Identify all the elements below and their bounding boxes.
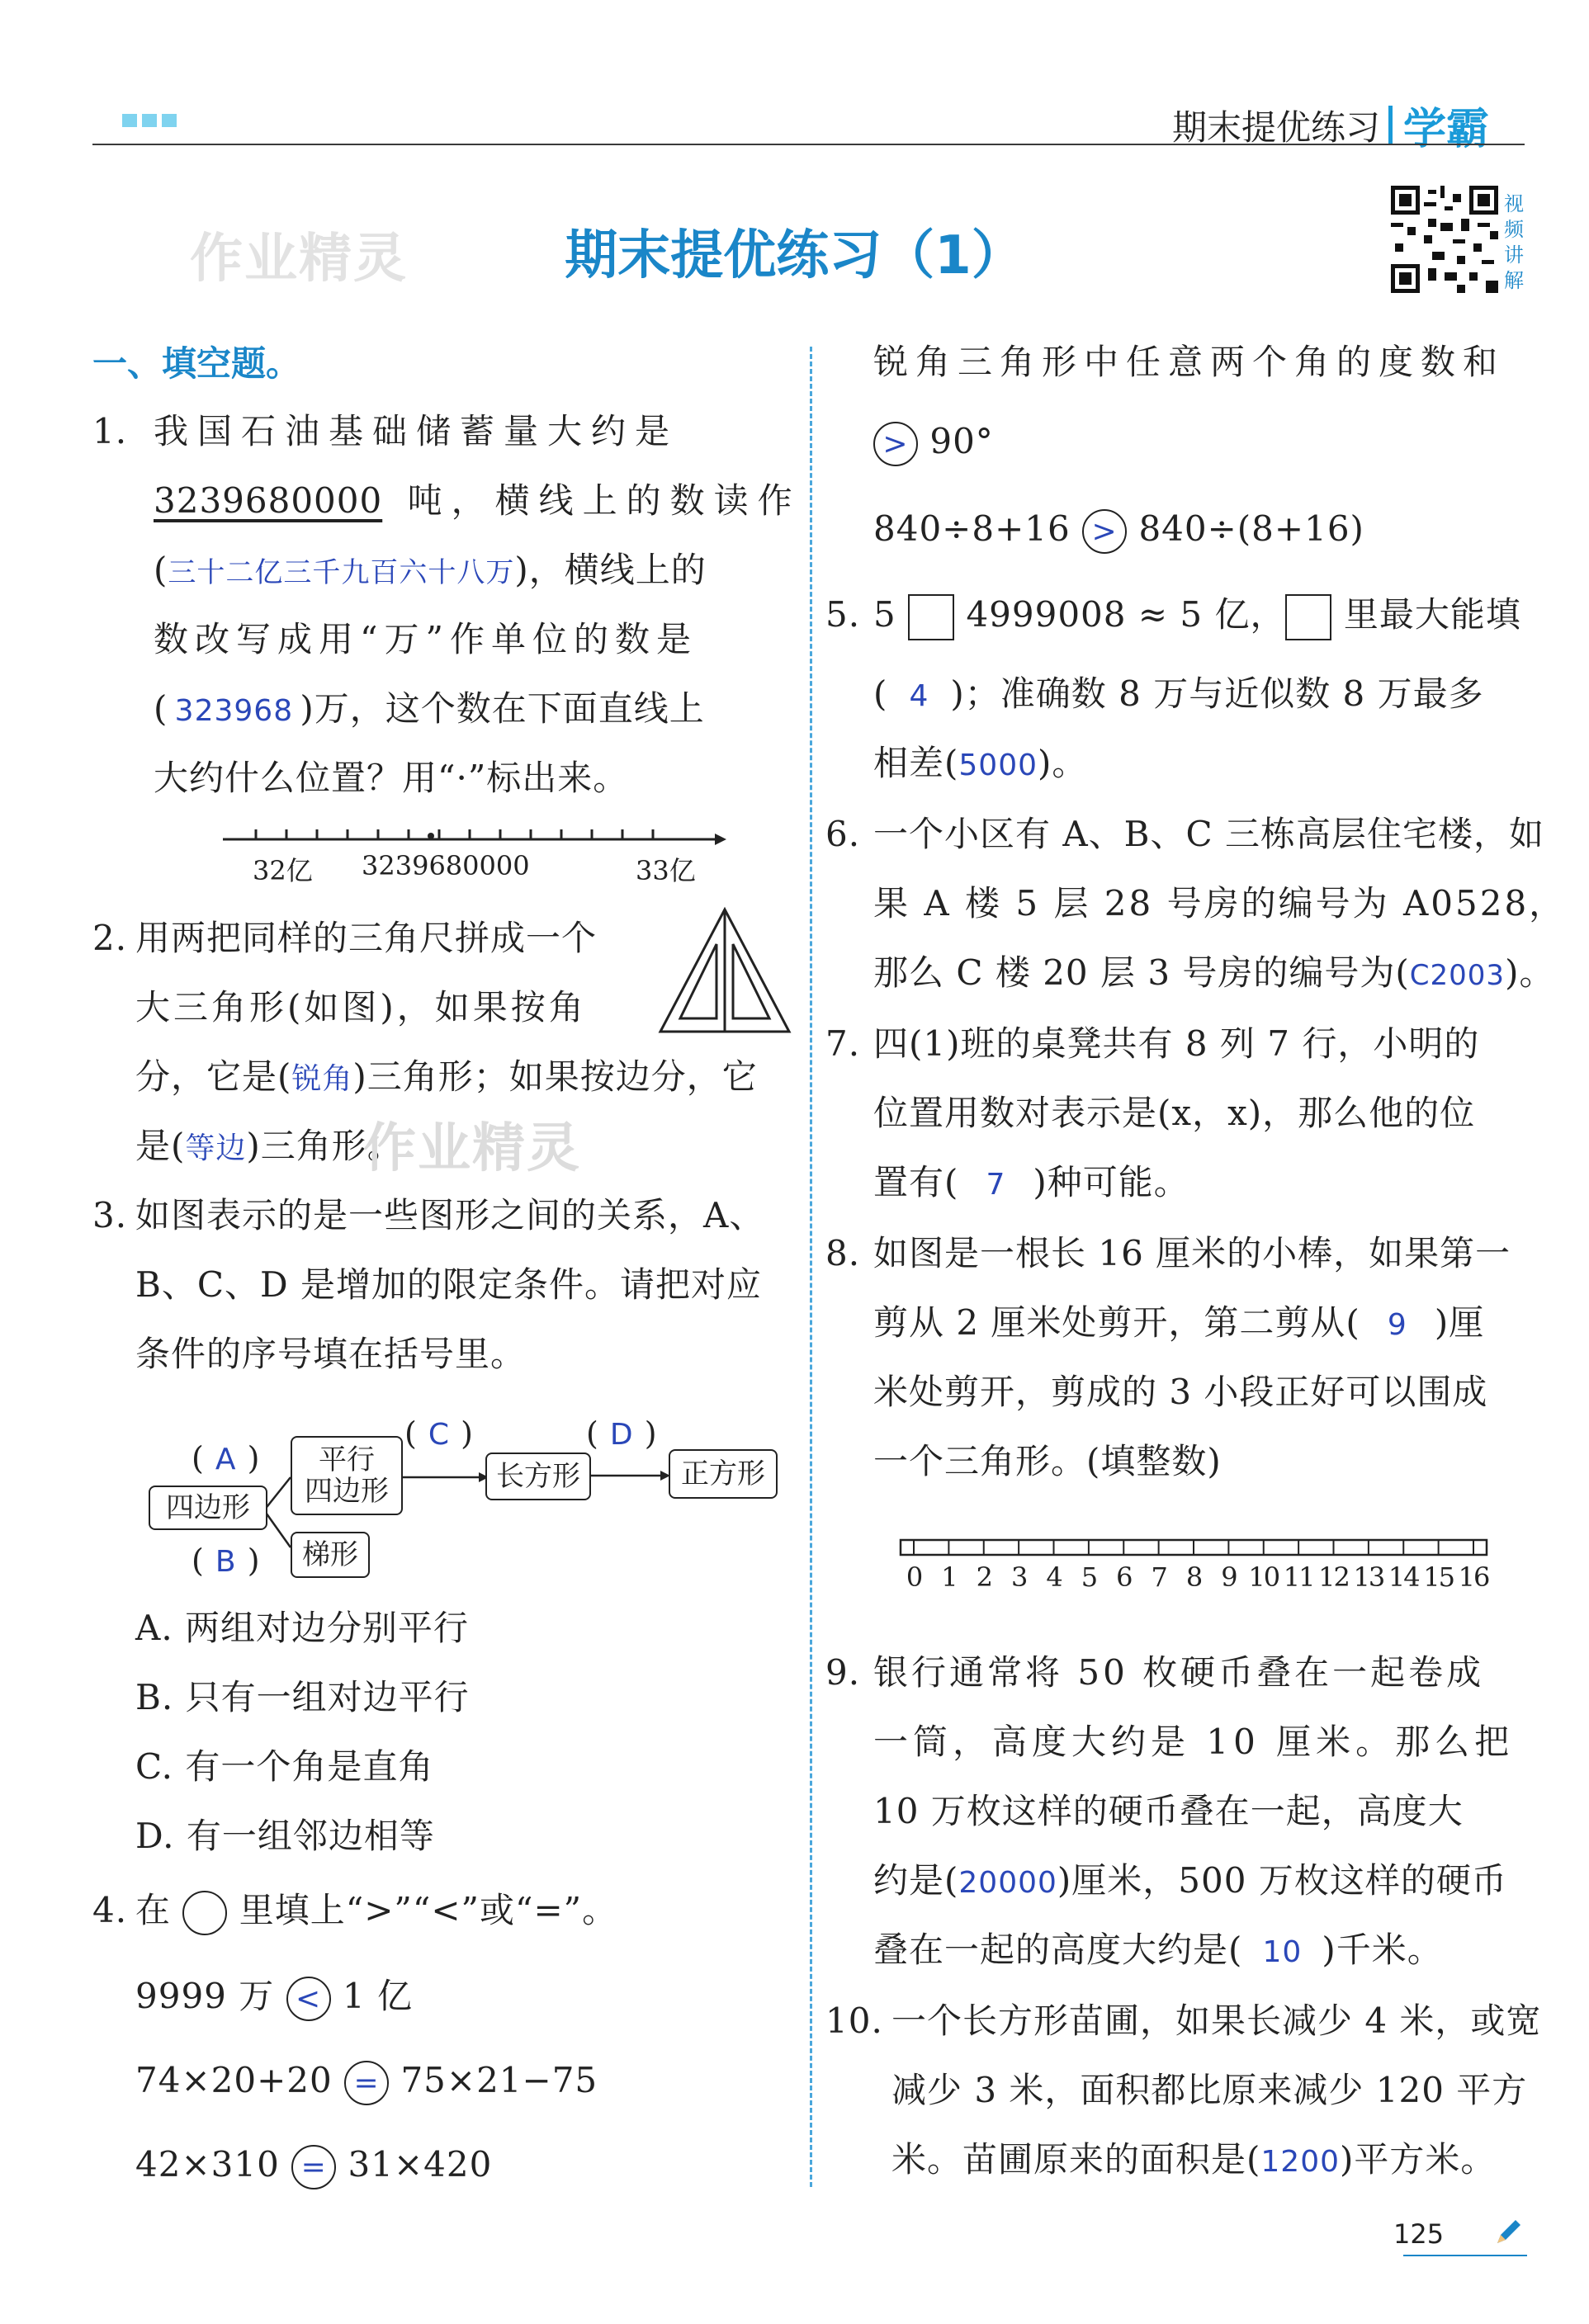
ruler-tick-label: 7 xyxy=(1151,1561,1166,1593)
q3-bracket-D: ( D ) xyxy=(586,1415,658,1452)
page-number: 125 xyxy=(1393,2218,1445,2250)
q3-box-rectangle: 长方形 xyxy=(485,1452,591,1500)
q4-row1-answer: < xyxy=(286,1977,331,2021)
q10-answer-area: 1200 xyxy=(1260,2145,1341,2179)
ruler-tick-label: 6 xyxy=(1116,1561,1132,1593)
header-decor xyxy=(162,114,177,127)
q2-line4: 是(等边)三角形。 xyxy=(135,1126,403,1166)
q5-answer-difference: 5000 xyxy=(958,749,1038,782)
q2-answer-angle: 锐角 xyxy=(291,1062,353,1096)
watermark: 作业精灵 xyxy=(363,1118,581,1179)
q4-row5-answer: > xyxy=(873,422,918,466)
q8-line1: 如图是一根长 16 厘米的小棒，如果第一 xyxy=(873,1233,1511,1273)
q4-row6: 840÷8+16 > 840÷(8+16) xyxy=(873,507,1364,554)
ruler-tick-label: 4 xyxy=(1046,1561,1062,1593)
q1-line4: 数改写成用“万”作单位的数是 xyxy=(154,619,698,659)
q2-line1: 用两把同样的三角尺拼成一个 xyxy=(135,918,598,958)
q10-number: 10. xyxy=(825,2000,883,2041)
q8-line3: 米处剪开，剪成的 3 小段正好可以围成 xyxy=(873,1372,1488,1412)
ruler-tick-label: 16 xyxy=(1458,1561,1489,1593)
ruler-tick-label: 12 xyxy=(1318,1561,1349,1593)
q1-answer-reading: 三十二亿三千九百六十八万 xyxy=(168,556,515,589)
q5-line3: 相差(5000)。 xyxy=(873,743,1088,783)
q2-line3: 分，它是(锐角)三角形；如果按边分，它 xyxy=(135,1056,758,1097)
q3-box-square: 正方形 xyxy=(669,1449,778,1499)
q4-line1: 在 里填上“>”“<”或“=”。 xyxy=(135,1888,617,1935)
ruler-tick-label: 0 xyxy=(906,1561,922,1593)
q5-line2: ( 4 )；准确数 8 万与近似数 8 万最多 xyxy=(873,672,1484,719)
q8-answer-cut: 9 xyxy=(1387,1308,1407,1342)
q5-box-blank xyxy=(1285,594,1331,640)
ruler-tick-label: 13 xyxy=(1353,1561,1384,1593)
q8-line4: 一个三角形。(填整数) xyxy=(873,1441,1222,1481)
q2-number: 2. xyxy=(92,918,128,958)
ruler-tick-label: 3 xyxy=(1010,1561,1027,1593)
ruler-tick-label: 11 xyxy=(1283,1561,1314,1593)
watermark: 作业精灵 xyxy=(190,229,408,290)
q3-answer-C: C xyxy=(428,1418,451,1452)
q6-line2: 果 A 楼 5 层 28 号房的编号为 A0528， xyxy=(873,883,1567,923)
q9-answer-cm: 20000 xyxy=(958,1866,1057,1900)
q5-answer-max-digit: 4 xyxy=(909,679,929,713)
q4-row2: 74×20+20 = 75×21−75 xyxy=(135,2058,598,2105)
column-divider xyxy=(810,347,812,2187)
ruler-tick-label: 2 xyxy=(976,1561,991,1593)
q4-row5: > 90° xyxy=(873,419,994,466)
q1-nl-right-label: 33亿 xyxy=(636,855,696,886)
header-rule xyxy=(92,144,1525,145)
q3-line1: 如图表示的是一些图形之间的关系，A、 xyxy=(135,1195,765,1235)
q2-triangle-rulers-figure xyxy=(657,906,792,1037)
q7-line2: 位置用数对表示是(x，x)，那么他的位 xyxy=(873,1093,1476,1133)
q6-number: 6. xyxy=(825,814,861,854)
q6-line3: 那么 C 楼 20 层 3 号房的编号为(C2003)。 xyxy=(873,952,1555,993)
q3-line3: 条件的序号填在括号里。 xyxy=(135,1334,527,1374)
header-title: 期末提优练习 xyxy=(1172,107,1381,148)
q9-line4: 约是(20000)厘米，500 万枚这样的硬币 xyxy=(873,1860,1507,1901)
q3-option-B: B. 只有一组对边平行 xyxy=(135,1677,470,1717)
section-heading: 一、填空题。 xyxy=(92,343,301,384)
header-brand-logo: 学霸 xyxy=(1403,105,1490,154)
q4-row2-answer: = xyxy=(344,2061,389,2105)
q9-number: 9. xyxy=(825,1652,861,1693)
q9-line2: 一筒，高度大约是 10 厘米。那么把 xyxy=(873,1722,1515,1762)
q3-answer-B: B xyxy=(215,1545,237,1579)
q3-answer-A: A xyxy=(215,1443,237,1476)
page-number-rule xyxy=(1403,2255,1527,2256)
q1-number: 1. xyxy=(92,411,128,451)
q4-row1: 9999 万 < 1 亿 xyxy=(135,1974,413,2021)
q6-line1: 一个小区有 A、B、C 三栋高层住宅楼，如 xyxy=(873,814,1545,854)
q1-line2 xyxy=(154,479,802,523)
q1-number-value: 3239680000 xyxy=(154,480,383,521)
q3-option-C: C. 有一个角是直角 xyxy=(135,1746,434,1787)
q1-line6: 大约什么位置？用“·”标出来。 xyxy=(154,758,629,798)
q5-number: 5. xyxy=(825,594,861,635)
q9-line1: 银行通常将 50 枚硬币叠在一起卷成 xyxy=(873,1652,1485,1693)
q2-answer-side: 等边 xyxy=(185,1131,247,1165)
q3-bracket-B: ( B ) xyxy=(192,1542,261,1579)
ruler-tick-label: 14 xyxy=(1388,1561,1419,1593)
q3-box-trapezoid: 梯形 xyxy=(291,1532,370,1578)
ruler-tick-label: 15 xyxy=(1423,1561,1454,1593)
q4-row3: 42×310 = 31×420 xyxy=(135,2142,492,2189)
q1-nl-mid-label: 3239680000 xyxy=(362,850,530,881)
q4-row6-answer: > xyxy=(1082,509,1127,554)
qr-code-icon[interactable] xyxy=(1391,186,1498,293)
q5-line1: 5 4999008 ≈ 5 亿， 里最大能填 xyxy=(873,593,1521,640)
q1-line2-text: 吨，横线上的数读作 xyxy=(407,480,802,521)
q3-box-parallelogram: 平行 四边形 xyxy=(291,1436,403,1515)
header-separator xyxy=(1388,106,1393,145)
q3-option-A: A. 两组对边分别平行 xyxy=(135,1608,470,1648)
q5-box-blank xyxy=(908,594,954,640)
q3-number: 3. xyxy=(92,1195,128,1235)
q10-line2: 减少 3 米，面积都比原来减少 120 平方 xyxy=(891,2070,1528,2110)
q1-answer-wan: 323968 xyxy=(174,694,294,728)
q7-line1: 四(1)班的桌凳共有 8 列 7 行，小明的 xyxy=(873,1023,1480,1064)
q10-line3: 米。苗圃原来的面积是(1200)平方米。 xyxy=(891,2139,1497,2180)
q3-answer-D: D xyxy=(609,1418,634,1452)
q2-line2: 大三角形(如图)，如果按角 xyxy=(135,987,587,1027)
header-decor xyxy=(122,114,137,127)
q10-line1: 一个长方形苗圃，如果长减少 4 米，或宽 xyxy=(891,2000,1542,2041)
page-title: 期末提优练习（1） xyxy=(565,225,1024,286)
q7-line3: 置有( 7 )种可能。 xyxy=(873,1160,1189,1207)
q1-nl-left-label: 32亿 xyxy=(253,855,313,886)
q4-row4: 锐角三角形中任意两个角的度数和 xyxy=(873,342,1506,382)
q9-line3: 10 万枚这样的硬币叠在一起，高度大 xyxy=(873,1791,1464,1831)
q3-bracket-C: ( C ) xyxy=(404,1415,474,1452)
q1-line1: 我国石油基础储蓄量大约是 xyxy=(154,411,679,451)
q3-box-quadrilateral: 四边形 xyxy=(149,1486,267,1530)
q9-line5: 叠在一起的高度大约是( 10 )千米。 xyxy=(873,1928,1443,1975)
q1-line3: (三十二亿三千九百六十八万)，横线上的 xyxy=(154,550,707,590)
header-decor xyxy=(142,114,157,127)
q3-option-D: D. 有一组邻边相等 xyxy=(135,1816,435,1856)
q6-answer-code: C2003 xyxy=(1409,959,1506,992)
q3-line2: B、C、D 是增加的限定条件。请把对应 xyxy=(135,1264,763,1305)
ruler-tick-label: 1 xyxy=(941,1561,957,1593)
q1-number-line xyxy=(223,821,726,854)
ruler-tick-label: 10 xyxy=(1248,1561,1279,1593)
q9-answer-km: 10 xyxy=(1262,1935,1303,1969)
ruler-tick-label: 8 xyxy=(1185,1561,1202,1593)
q7-answer-count: 7 xyxy=(986,1168,1006,1202)
q4-circle-blank xyxy=(182,1891,227,1935)
q7-number: 7. xyxy=(825,1023,861,1064)
q8-number: 8. xyxy=(825,1233,861,1273)
q8-ruler-labels xyxy=(896,1561,1492,1594)
ruler-tick-label: 9 xyxy=(1221,1561,1237,1593)
q8-line2: 剪从 2 厘米处剪开，第二剪从( 9 )厘 xyxy=(873,1301,1484,1348)
q4-number: 4. xyxy=(92,1890,128,1930)
q4-row3-answer: = xyxy=(291,2145,336,2189)
pencil-icon xyxy=(1491,2217,1524,2250)
q3-bracket-A: ( A ) xyxy=(192,1440,261,1476)
ruler-tick-label: 5 xyxy=(1081,1561,1097,1593)
q1-line5: ( 323968 )万，这个数在下面直线上 xyxy=(154,687,705,734)
qr-caption: 视频讲解 xyxy=(1504,192,1524,292)
